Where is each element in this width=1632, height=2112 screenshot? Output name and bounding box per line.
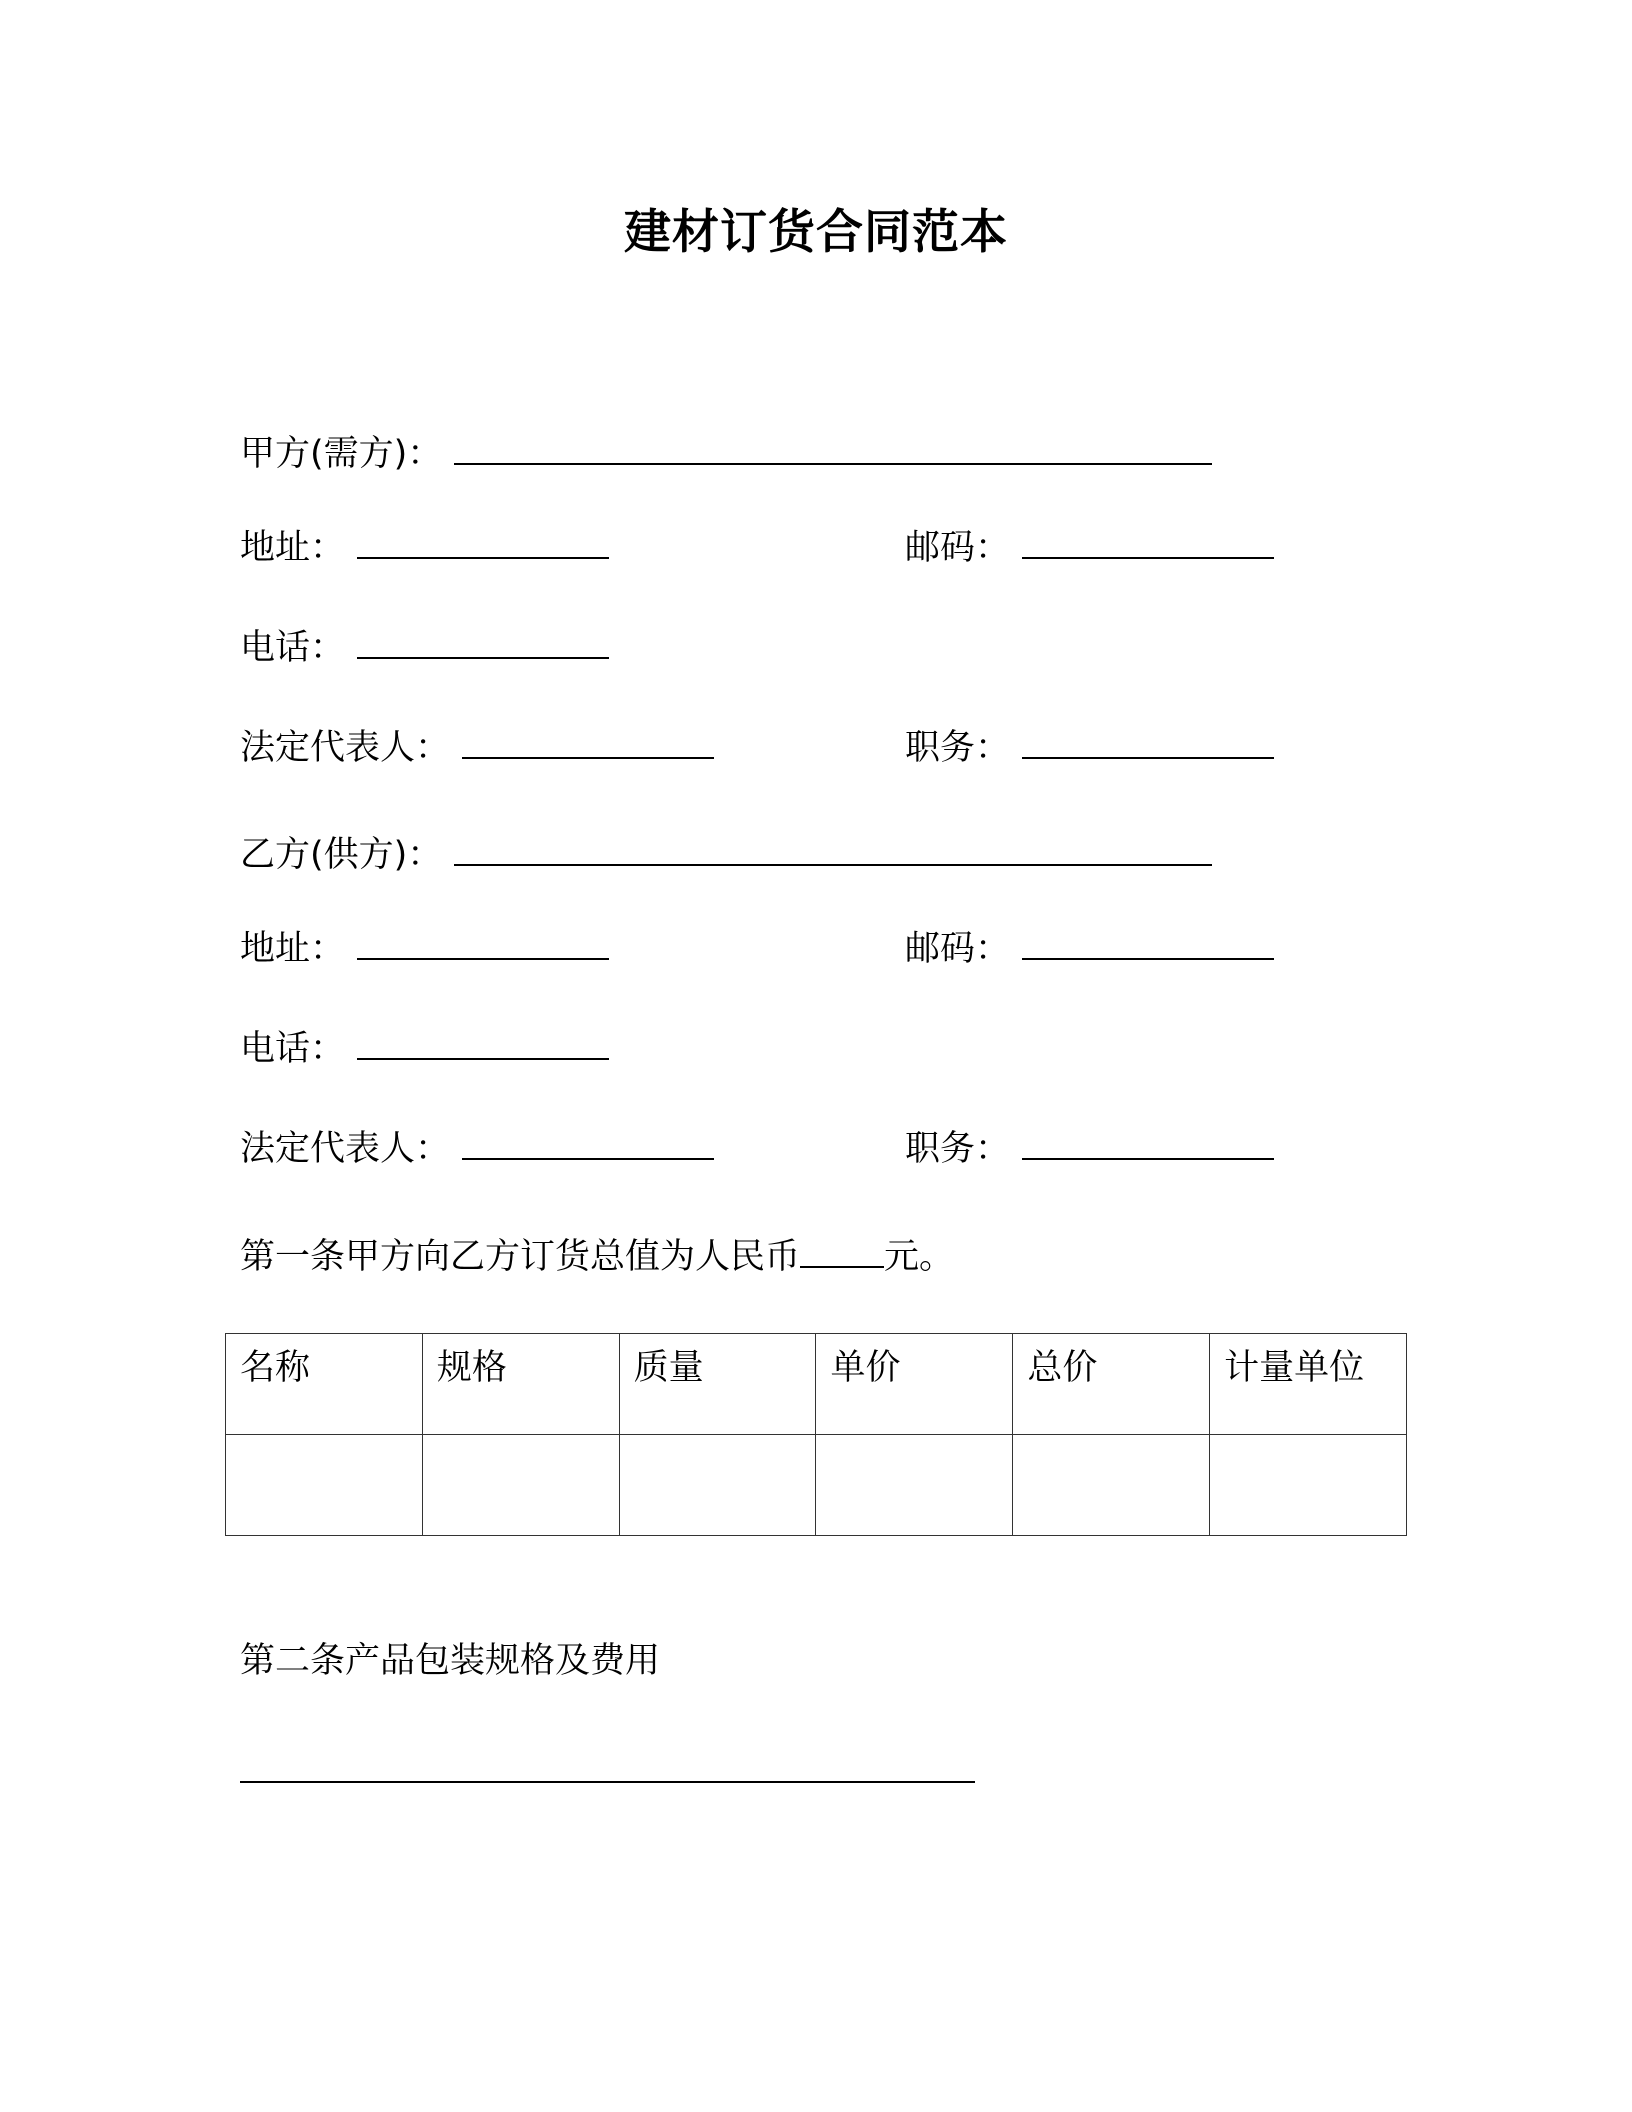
- party-b-postcode-field[interactable]: [1022, 928, 1274, 960]
- party-b-name-row: [240, 831, 1212, 879]
- party-b-postcode-row: [905, 925, 1274, 973]
- article-2-content-row: [240, 1748, 975, 1796]
- table-header-cell: 名称: [226, 1334, 423, 1435]
- party-b-phone-label: 电话：: [240, 1029, 346, 1069]
- party-b-phone-field[interactable]: [357, 1028, 609, 1060]
- party-b-position-row: [905, 1125, 1274, 1173]
- party-a-rep-row: [240, 724, 714, 772]
- party-a-phone-field[interactable]: [357, 627, 609, 659]
- party-a-rep-label: 法定代表人：: [240, 728, 451, 768]
- party-a-postcode-field[interactable]: [1022, 527, 1274, 559]
- table-cell[interactable]: [1013, 1435, 1210, 1536]
- article-1-text-prefix: 第一条甲方向乙方订货总值为人民币: [240, 1237, 801, 1277]
- party-a-phone-label: 电话：: [240, 628, 346, 668]
- party-a-position-label: 职务：: [905, 728, 1011, 768]
- total-amount-field[interactable]: [800, 1236, 884, 1268]
- party-a-name-field[interactable]: [454, 433, 1212, 465]
- party-a-address-field[interactable]: [357, 527, 609, 559]
- article-2-content-field[interactable]: [240, 1751, 975, 1783]
- table-cell[interactable]: [226, 1435, 423, 1536]
- table-header-cell: 单价: [816, 1334, 1013, 1435]
- party-b-rep-row: [240, 1125, 714, 1173]
- table-row: [226, 1435, 1407, 1536]
- party-a-name-row: [240, 430, 1212, 478]
- party-a-address-row: [240, 524, 609, 572]
- party-b-name-field[interactable]: [454, 834, 1212, 866]
- party-b-rep-label: 法定代表人：: [240, 1129, 451, 1169]
- party-b-phone-row: [240, 1025, 609, 1073]
- table-cell[interactable]: [619, 1435, 816, 1536]
- table-header-cell: 质量: [619, 1334, 816, 1435]
- party-b-position-field[interactable]: [1022, 1128, 1274, 1160]
- table-cell[interactable]: [422, 1435, 619, 1536]
- document-title: 建材订货合同范本: [624, 205, 1008, 260]
- party-a-rep-field[interactable]: [462, 727, 714, 759]
- party-a-phone-row: [240, 624, 609, 672]
- party-b-name-label: 乙方(供方)：: [240, 835, 443, 875]
- party-b-address-field[interactable]: [357, 928, 609, 960]
- party-a-position-row: [905, 724, 1274, 772]
- party-a-name-label: 甲方(需方)：: [240, 434, 443, 474]
- article-2-heading: [240, 1637, 660, 1685]
- party-a-postcode-row: [905, 524, 1274, 572]
- party-a-position-field[interactable]: [1022, 727, 1274, 759]
- party-b-position-label: 职务：: [905, 1129, 1011, 1169]
- table-cell[interactable]: [816, 1435, 1013, 1536]
- article-1: [240, 1233, 954, 1281]
- party-a-postcode-label: 邮码：: [905, 528, 1011, 568]
- table-header-row: [226, 1334, 1407, 1435]
- table-header-cell: 规格: [422, 1334, 619, 1435]
- order-table: [225, 1333, 1407, 1536]
- table-header-cell: 计量单位: [1210, 1334, 1407, 1435]
- article-2-heading-text: 第二条产品包装规格及费用: [240, 1641, 661, 1681]
- table-cell[interactable]: [1210, 1435, 1407, 1536]
- party-b-address-label: 地址：: [240, 929, 346, 969]
- party-b-rep-field[interactable]: [462, 1128, 714, 1160]
- party-b-address-row: [240, 925, 609, 973]
- party-a-address-label: 地址：: [240, 528, 346, 568]
- table-header-cell: 总价: [1013, 1334, 1210, 1435]
- party-b-postcode-label: 邮码：: [905, 929, 1011, 969]
- article-1-text-suffix: 元。: [884, 1237, 955, 1277]
